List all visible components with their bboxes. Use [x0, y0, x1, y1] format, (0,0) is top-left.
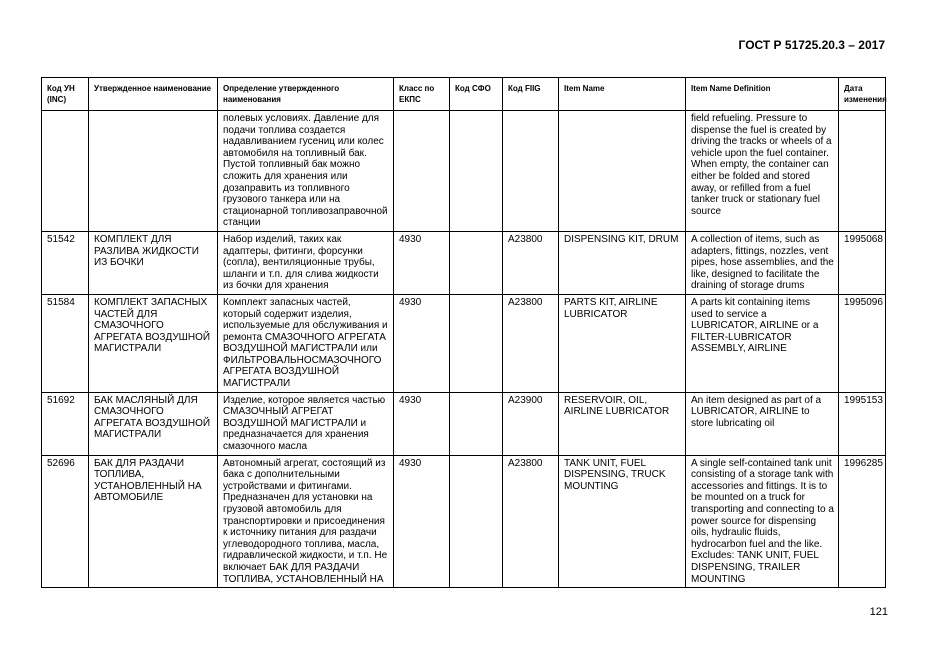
cell-inc: 52696	[42, 455, 89, 588]
cell-item-name: DISPENSING KIT, DRUM	[559, 231, 686, 294]
cell-fiig: A23800	[503, 294, 559, 392]
cell-fiig: A23900	[503, 392, 559, 455]
column-header-item-name-definition: Item Name Definition	[686, 78, 839, 111]
cell-date: 1996285	[839, 455, 886, 588]
cell-item-name: TANK UNIT, FUEL DISPENSING, TRUCK MOUNTING	[559, 455, 686, 588]
cell-ekps	[394, 111, 450, 232]
cell-name: КОМПЛЕКТ ЗАПАСНЫХ ЧАСТЕЙ ДЛЯ СМАЗОЧНОГО АГРЕГАТА ВОЗДУШНОЙ МАГИСТРАЛИ	[89, 294, 218, 392]
cell-item-definition: An item designed as part of a LUBRICATOR, AIRLINE to store lubricating oil	[686, 392, 839, 455]
cell-ekps: 4930	[394, 231, 450, 294]
cell-definition: полевых условиях. Давление для подачи топлива создается надавливанием гусениц или колес автомобиля на топливный бак. Пустой топливный бак можно сложить для хранения или дозаправить из топливного грузового танкера или на стационарной топливозаправочной станции	[218, 111, 394, 232]
cell-fiig: A23800	[503, 231, 559, 294]
cell-date: 1995096	[839, 294, 886, 392]
cell-item-name	[559, 111, 686, 232]
column-header-item-name: Item Name	[559, 78, 686, 111]
table-row-continuation	[42, 111, 886, 232]
column-header-approved-name: Утвержденное наименование	[89, 78, 218, 111]
cell-name: БАК МАСЛЯНЫЙ ДЛЯ СМАЗОЧНОГО АГРЕГАТА ВОЗДУШНОЙ МАГИСТРАЛИ	[89, 392, 218, 455]
cell-date: 1995153	[839, 392, 886, 455]
cell-item-definition: A collection of items, such as adapters, fittings, nozzles, vent pipes, hose assemblies, and the like, designed to facilitate the draining of storage drums	[686, 231, 839, 294]
cell-definition: Комплект запасных частей, который содержит изделия, используемые для обслуживания и ремонта СМАЗОЧНОГО АГРЕГАТА ВОЗДУШНОЙ МАГИСТРАЛИ или ФИЛЬТРОВАЛЬНОСМАЗОЧНОГО АГРЕГАТА ВОЗДУШНОЙ МАГИСТРАЛИ	[218, 294, 394, 392]
cell-sfo	[450, 111, 503, 232]
cell-name	[89, 111, 218, 232]
table-row	[42, 455, 886, 588]
cell-ekps: 4930	[394, 455, 450, 588]
cell-inc: 51542	[42, 231, 89, 294]
column-header-change-date: Дата изменения	[839, 78, 886, 111]
cell-definition: Набор изделий, таких как адаптеры, фитинги, форсунки (сопла), вентиляционные трубы, шланги и т.п. для слива жидкости из бочки для хранения	[218, 231, 394, 294]
cell-item-name: RESERVOIR, OIL, AIRLINE LUBRICATOR	[559, 392, 686, 455]
column-header-definition: Определение утвержденного наименования	[218, 78, 394, 111]
cell-item-definition: A single self-contained tank unit consisting of a storage tank with accessories and fittings. It is to be mounted on a truck for transporting and connecting to a power source for dispensing oils, hydraulic fluids, hydrocarbon fuel and the like. Excludes: TANK UNIT, FUEL DISPENSING, TRAILER MOUNTING	[686, 455, 839, 588]
column-header-fiig-code: Код FIIG	[503, 78, 559, 111]
cell-item-name: PARTS KIT, AIRLINE LUBRICATOR	[559, 294, 686, 392]
cell-ekps: 4930	[394, 392, 450, 455]
cell-sfo	[450, 455, 503, 588]
nomenclature-table	[41, 77, 886, 588]
cell-inc: 51692	[42, 392, 89, 455]
cell-date: 1995068	[839, 231, 886, 294]
cell-fiig: A23800	[503, 455, 559, 588]
column-header-sfo-code: Код СФО	[450, 78, 503, 111]
cell-name: БАК ДЛЯ РАЗДАЧИ ТОПЛИВА, УСТАНОВЛЕННЫЙ НА АВТОМОБИЛЕ	[89, 455, 218, 588]
cell-definition: Изделие, которое является частью СМАЗОЧНЫЙ АГРЕГАТ ВОЗДУШНОЙ МАГИСТРАЛИ и предназначается для хранения смазочного масла	[218, 392, 394, 455]
column-header-inc: Код УН (INC)	[42, 78, 89, 111]
cell-inc	[42, 111, 89, 232]
cell-fiig	[503, 111, 559, 232]
column-header-ekps-class: Класс по ЕКПС	[394, 78, 450, 111]
cell-definition: Автономный агрегат, состоящий из бака с дополнительными устройствами и фитингами. Предназначен для установки на грузовой автомобиль для транспортировки и присоединения к источнику питания для раздачи углеводородного топлива, масла, гидравлической жидкости, и т.п. Не включает БАК ДЛЯ РАЗДАЧИ ТОПЛИВА, УСТАНОВЛЕННЫЙ НА	[218, 455, 394, 588]
cell-sfo	[450, 231, 503, 294]
cell-sfo	[450, 294, 503, 392]
table-row	[42, 294, 886, 392]
table-row	[42, 231, 886, 294]
cell-item-definition: field refueling. Pressure to dispense the fuel is created by driving the tracks or wheels of a vehicle upon the fuel container. When empty, the container can either be folded and stored away, or refilled from a fuel tanker truck or stationary fuel source	[686, 111, 839, 232]
cell-item-definition: A parts kit containing items used to service a LUBRICATOR, AIRLINE or a FILTER-LUBRICATOR ASSEMBLY, AIRLINE	[686, 294, 839, 392]
table-row	[42, 392, 886, 455]
page-number: 121	[869, 606, 888, 618]
cell-date	[839, 111, 886, 232]
table-header-row	[42, 78, 886, 111]
standard-code: ГОСТ Р 51725.20.3 – 2017	[738, 38, 885, 52]
cell-sfo	[450, 392, 503, 455]
cell-inc: 51584	[42, 294, 89, 392]
cell-ekps: 4930	[394, 294, 450, 392]
cell-name: КОМПЛЕКТ ДЛЯ РАЗЛИВА ЖИДКОСТИ ИЗ БОЧКИ	[89, 231, 218, 294]
